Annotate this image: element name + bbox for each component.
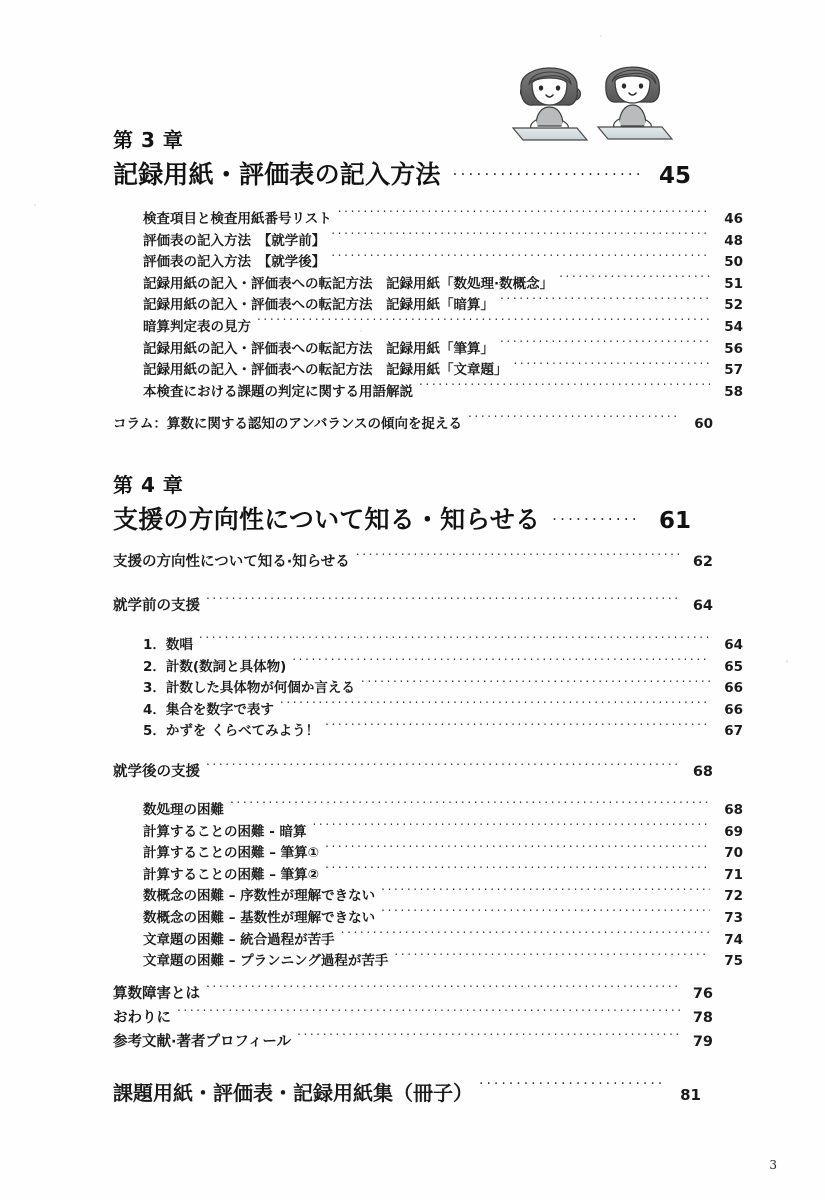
leader-dots	[394, 952, 710, 966]
toc-entry-page: 81	[680, 1086, 701, 1104]
toc-entry-label: 記録用紙の記入・評価表への転記方法 記録用紙「筆算」	[143, 340, 494, 357]
toc-entry[interactable]	[113, 1030, 713, 1054]
chapter-4-heading	[113, 473, 713, 536]
toc-entry[interactable]	[143, 822, 743, 844]
toc-entry-label: 文章題の困難 – プランニング過程が苦手	[143, 953, 389, 970]
leader-dots	[331, 253, 710, 267]
scan-speck	[786, 660, 788, 663]
toc-entry-label: 評価表の記入方法 【就学前】	[143, 232, 326, 249]
leader-dots	[468, 415, 680, 429]
toc-entry[interactable]	[143, 295, 743, 317]
toc-entry[interactable]	[143, 209, 743, 231]
toc-entry[interactable]	[143, 700, 743, 722]
toc-entry-label: 数処理の困難	[143, 802, 224, 818]
toc-entry-page: 66	[724, 680, 743, 697]
leader-dots	[206, 984, 680, 999]
toc-entry-column[interactable]	[113, 414, 713, 436]
toc-entry[interactable]	[143, 886, 743, 908]
back-matter-list	[113, 982, 713, 1054]
chapter-3-entry-list	[113, 209, 743, 403]
toc-entry[interactable]	[143, 317, 743, 339]
toc-entry-page: 58	[724, 383, 743, 400]
toc-entry-label: 文章題の困難 – 統合過程が苦手	[143, 931, 335, 948]
toc-entry-label: 2．計数(数詞と具体物)	[143, 658, 287, 675]
toc-entry-page: 62	[692, 554, 713, 570]
toc-entry-label: 3．計数した具体物が何個か言える	[143, 680, 355, 697]
toc-entry-page: 52	[724, 297, 743, 314]
toc-entry-label: 5．かずを くらべてみよう！	[143, 723, 320, 740]
toc-entry-label: 検査項目と検査用紙番号リスト	[143, 211, 332, 227]
toc-entry-label: コラム：算数に関する認知のアンバランスの傾向を捉える	[113, 416, 462, 432]
toc-entry-page: 50	[724, 254, 743, 271]
toc-entry-page: 48	[724, 232, 743, 249]
leader-dots	[331, 231, 710, 245]
toc-entry-page: 69	[724, 823, 743, 840]
leader-dots	[280, 700, 710, 714]
leader-dots	[361, 679, 710, 693]
toc-entry-label: 暗算判定表の見方	[143, 318, 251, 335]
leader-dots	[325, 865, 710, 879]
leader-dots	[338, 210, 710, 224]
toc-entry[interactable]	[143, 274, 743, 296]
toc-entry-page: 70	[724, 845, 743, 862]
postschool-support-item-list	[113, 800, 743, 973]
toc-entry-label: 記録用紙の記入・評価表への転記方法 記録用紙「文章題」	[143, 362, 508, 379]
leader-dots	[206, 762, 680, 777]
preschool-support-heading-entry	[113, 594, 713, 618]
leader-dots	[381, 887, 710, 901]
leader-dots	[206, 596, 680, 611]
scan-speck	[34, 204, 36, 206]
toc-entry-page: 79	[692, 1034, 713, 1050]
chapter-3-page: 45	[658, 163, 691, 189]
toc-entry[interactable]	[143, 635, 743, 657]
toc-entry-page: 57	[724, 362, 743, 379]
leader-dots	[500, 339, 710, 353]
toc-entry-page: 72	[724, 888, 743, 905]
toc-entry-page: 64	[724, 637, 743, 653]
leader-dots	[559, 274, 710, 288]
chapter-4-title: 支援の方向性について知る・知らせる	[113, 505, 541, 534]
leader-dots	[453, 167, 641, 183]
chapter-4-page: 61	[658, 508, 691, 534]
toc-entry-page: 66	[724, 701, 743, 718]
toc-entry-label: 記録用紙の記入・評価表への転記方法 記録用紙「数処理·数概念」	[143, 275, 554, 292]
toc-entry-page: 60	[694, 416, 713, 432]
toc-entry[interactable]	[143, 930, 743, 952]
toc-entry[interactable]	[143, 231, 743, 253]
toc-entry-page: 46	[724, 211, 743, 227]
toc-entry[interactable]	[143, 721, 743, 743]
chapter-4-number: 第 4 章	[113, 473, 184, 497]
toc-entry[interactable]	[113, 982, 713, 1006]
leader-dots	[199, 636, 710, 650]
toc-entry-page: 68	[724, 802, 743, 818]
leader-dots	[479, 1080, 664, 1100]
page-number: 3	[769, 1158, 777, 1172]
toc-entry-label: 就学前の支援	[113, 598, 200, 614]
toc-entry-page: 56	[724, 340, 743, 357]
toc-entry[interactable]	[143, 252, 743, 274]
toc-entry-label: 数概念の困難 – 基数性が理解できない	[143, 909, 376, 926]
leader-dots	[177, 1008, 680, 1023]
leader-dots	[341, 930, 710, 944]
toc-entry-page: 76	[692, 986, 713, 1002]
toc-entry[interactable]	[113, 594, 713, 618]
toc-entry-label: 数概念の困難 – 序数性が理解できない	[143, 888, 376, 905]
scan-speck	[360, 330, 362, 332]
toc-entry-label: 支援の方向性について知る·知らせる	[113, 554, 350, 570]
leader-dots	[292, 657, 710, 671]
toc-entry-label: 課題用紙・評価表・記録用紙集（冊子）	[113, 1081, 473, 1105]
toc-entry-page: 71	[724, 866, 743, 883]
leader-dots	[356, 552, 680, 567]
toc-entry-label: 4．集合を数字で表す	[143, 701, 274, 718]
chapter-3-number: 第 3 章	[113, 128, 184, 152]
toc-entry-page: 51	[724, 275, 743, 292]
leader-dots	[381, 908, 710, 922]
scan-speck	[600, 35, 602, 37]
leader-dots	[500, 296, 710, 310]
leader-dots	[257, 317, 710, 331]
toc-entry[interactable]	[143, 678, 743, 700]
toc-entry-label: 記録用紙の記入・評価表への転記方法 記録用紙「暗算」	[143, 297, 494, 314]
chapter-4-title-row[interactable]	[113, 500, 691, 536]
toc-entry-page: 65	[724, 658, 743, 675]
toc-entry[interactable]	[143, 382, 743, 404]
chapter-3-heading	[113, 128, 713, 191]
chapter-3-title-row[interactable]	[113, 155, 691, 191]
toc-entry-appendix[interactable]	[113, 1078, 701, 1110]
toc-entry-page: 78	[692, 1010, 713, 1026]
toc-entry-page: 68	[692, 764, 713, 780]
toc-entry[interactable]	[143, 908, 743, 930]
appendix-entry	[113, 1078, 701, 1110]
leader-dots	[325, 844, 710, 858]
toc-entry-page: 64	[692, 598, 713, 614]
toc-entry-label: 評価表の記入方法 【就学後】	[143, 254, 326, 271]
toc-entry[interactable]	[143, 339, 743, 361]
postschool-support-heading-entry	[113, 760, 713, 784]
toc-entry-label: 計算することの困難 – 筆算①	[143, 845, 320, 862]
toc-entry[interactable]	[143, 360, 743, 382]
toc-entry-label: おわりに	[113, 1010, 171, 1026]
toc-entry[interactable]	[143, 800, 743, 822]
leader-dots	[419, 382, 710, 396]
chapter-3-title: 記録用紙・評価表の記入方法	[113, 160, 441, 189]
toc-entry-page: 67	[724, 723, 743, 740]
toc-entry[interactable]	[143, 951, 743, 973]
leader-dots	[552, 512, 641, 528]
toc-entry-page: 74	[724, 931, 743, 948]
toc-entry-label: 就学後の支援	[113, 764, 200, 780]
toc-entry[interactable]	[143, 843, 743, 865]
leader-dots	[313, 822, 710, 836]
preschool-support-item-list	[113, 635, 743, 743]
toc-entry-label: 1．数唱	[143, 637, 193, 653]
toc-entry[interactable]	[143, 865, 743, 887]
chapter-4-lead-entry	[113, 550, 713, 574]
leader-dots	[297, 1032, 680, 1047]
toc-entry-label: 参考文献·著者プロフィール	[113, 1034, 292, 1050]
toc-entry[interactable]	[113, 1006, 713, 1030]
leader-dots	[325, 722, 710, 736]
toc-entry[interactable]	[113, 760, 713, 784]
toc-entry[interactable]	[113, 550, 713, 574]
toc-entry-page: 75	[724, 953, 743, 970]
leader-dots	[230, 801, 710, 815]
toc-entry-label: 本検査における課題の判定に関する用語解説	[143, 383, 413, 400]
toc-entry-page: 54	[724, 318, 743, 335]
toc-entry-label: 計算することの困難 – 筆算②	[143, 866, 320, 883]
toc-entry-page: 73	[724, 909, 743, 926]
leader-dots	[514, 361, 711, 375]
toc-entry[interactable]	[143, 657, 743, 679]
toc-entry-label: 計算することの困難 - 暗算	[143, 823, 307, 840]
chapter-3-column-entry	[113, 414, 713, 436]
toc-entry-label: 算数障害とは	[113, 986, 200, 1002]
